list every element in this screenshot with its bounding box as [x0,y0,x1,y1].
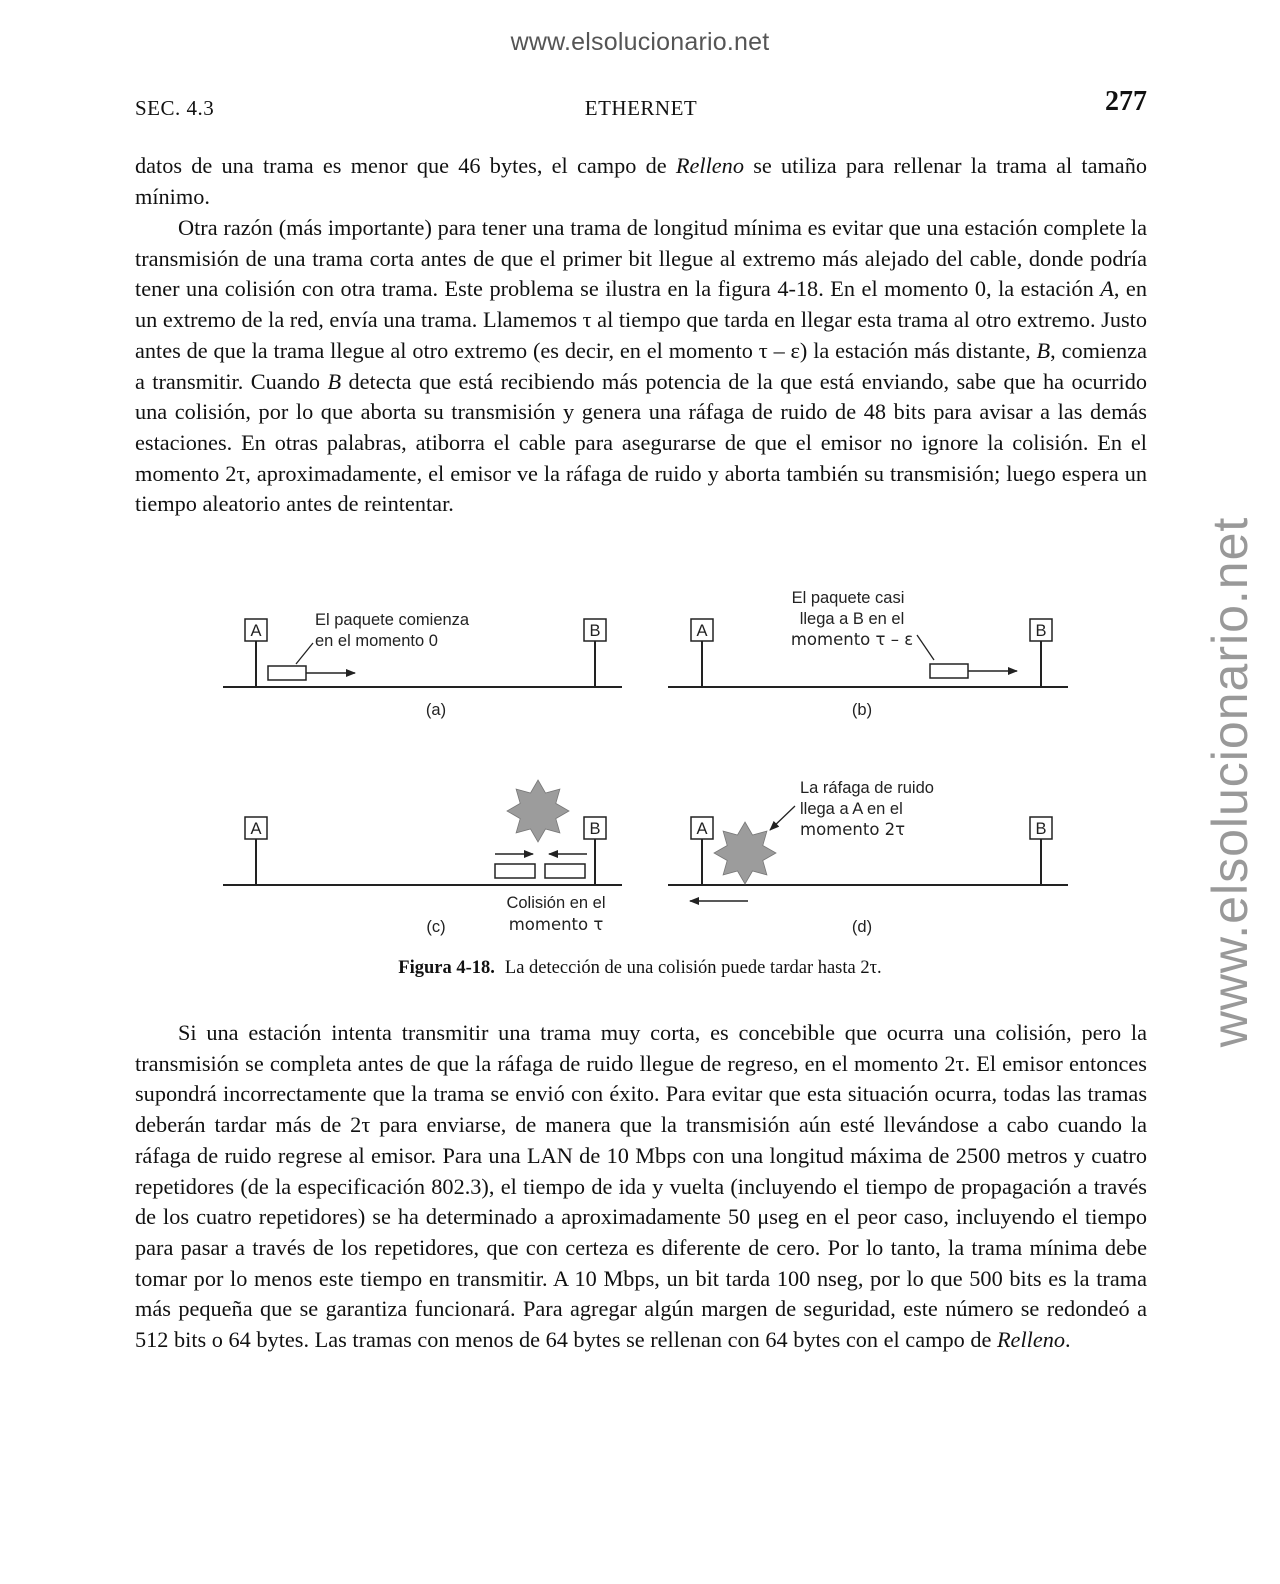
panel-c-caption: (c) [426,918,446,936]
watermark-top: www.elsolucionario.net [510,28,770,56]
panel-d-caption: (d) [851,918,873,936]
text-run: Si una estación intenta transmitir una trama muy corta, es concebible que ocurra una colisión, pero la transmisión se completa antes de que la ráfaga de ruido llegue de regreso, en el momento 2τ. El emisor entonces supondrá incorrectamente que la trama se envió con éxito. Para evitar que esta situación ocurra, todas las tramas deberán tardar más de 2τ para enviarse, de manera que la transmisión aún esté llevándose a cabo cuando la ráfaga de ruido regrese al emisor. Para una LAN de 10 Mbps con una longitud máxima de 2500 metros y cuatro repetidores (de la especificación 802.3), el tiempo de ida y vuelta (incluyendo el tiempo de propagación a través de los cuatro repetidores) se ha determinado a aproximadamente 50 μseg en el peor caso, incluyendo el tiempo para pasar a través de los repetidores, que con certeza es diferente de cero. Por lo tanto, la trama mínima debe tomar por lo menos este tiempo en transmitir. A 10 Mbps, un bit tarda 100 nseg, por lo que 500 bits es la trama más pequeña que se garantiza funcionará. Para agregar algún margen de seguridad, este número se redondeó a 512 bits o 64 bytes. Las tramas con menos de 64 bytes se rellenan con 64 bytes con el campo de [135,1020,1147,1353]
packet-frame [268,666,306,680]
figure-caption [0,958,1280,979]
leader-line [296,643,313,664]
text-run: se utiliza para rellenar la trama al tamaño mínimo. [135,153,1148,209]
panel-c-label-line1: Colisión en el [506,894,606,912]
section-number: SEC. 4.3 [135,96,215,120]
text-run: Otra razón (más importante) para tener una trama de longitud mínima es evitar que una estación complete la transmisión de una trama corta antes de que el primer bit llegue al extremo más alejado del cable, donde podría tener una colisión con otra trama. Este problema se ilustra en la figura 4-18. En el momento 0, la estación [135,215,1147,302]
leader-arrow-icon [770,806,795,830]
paragraph-1 [135,151,1147,212]
text-run: detecta que está recibiendo más potencia de la que está enviando, sabe que ha ocurrido una colisión, por lo que aborta su transmisión y genera una ráfaga de ruido de 48 bits para avisar a las demás estaciones. En otras palabras, atiborra el cable para asegurarse de que el emisor no ignore la colisión. En el momento 2τ, aproximadamente, el emisor ve la ráfaga de ruido y aborta también su transmisión; luego espera un tiempo aleatorio antes de reintentar. [135,368,1147,517]
panel-d-label-line1: La ráfaga de ruido [800,779,934,797]
panel-c [223,780,622,936]
text-run: , en un extremo de la red, envía una trama. Llamemos τ al tiempo que tarda en llegar esta trama al otro extremo. Justo antes de que la trama llegue al otro extremo (es decir, en el momento τ – ε) la estación más distante, [135,276,1147,363]
caption-text: La detección de una colisión puede tardar hasta 2τ. [504,958,882,978]
text-run: . [1065,1327,1071,1353]
panel-d-label-line2: llega a A en el [800,800,903,818]
caption-label: Figura 4-18. [398,958,495,978]
panel-b-caption: (b) [851,701,873,719]
station-b-label: B [1035,820,1047,838]
panel-b [668,589,1068,719]
figure-4-18 [0,560,1280,1000]
station-a-label: A [696,820,708,838]
packet-frame-a [495,864,535,878]
leader-line [917,635,934,660]
station-b-label: B [589,622,601,640]
station-a-label: A [696,622,708,640]
emphasis: B [1036,337,1051,363]
emphasis: A [1100,276,1114,302]
emphasis: Relleno [996,1327,1066,1353]
noise-burst-icon [714,822,776,884]
emphasis: B [327,368,342,394]
paragraph-2 [135,213,1147,520]
station-a-label: A [250,820,262,838]
panel-a-caption: (a) [425,701,447,719]
collision-diagram [0,560,1280,1000]
emphasis: Relleno [675,153,744,178]
panel-b-label-line1: El paquete casi [791,589,905,607]
paragraph-3 [135,1018,1147,1356]
panel-b-label-line3: momento τ – ε [790,630,914,649]
text-run: , comienza a transmitir. Cuando [135,337,1147,394]
panel-d [668,779,1068,936]
panel-a-label-line2: en el momento 0 [315,632,438,650]
panel-b-label-line2: llega a B en el [799,610,905,628]
panel-a-label-line1: El paquete comienza [315,611,470,629]
page-number: 277 [1105,86,1147,117]
panel-d-label-line3: momento 2τ [800,820,906,839]
panel-c-label-line2: momento τ [508,915,604,934]
packet-frame [930,664,968,678]
station-a-label: A [250,622,262,640]
text-run: datos de una trama es menor que 46 bytes, el campo de [135,153,676,178]
page-header [135,86,1147,126]
running-title: ETHERNET [584,96,698,120]
collision-burst-icon [507,780,569,842]
packet-frame-b [545,864,585,878]
station-b-label: B [589,820,601,838]
station-b-label: B [1035,622,1047,640]
watermark-side: www.elsolucionario.net [1202,516,1258,1048]
panel-a [223,611,622,719]
